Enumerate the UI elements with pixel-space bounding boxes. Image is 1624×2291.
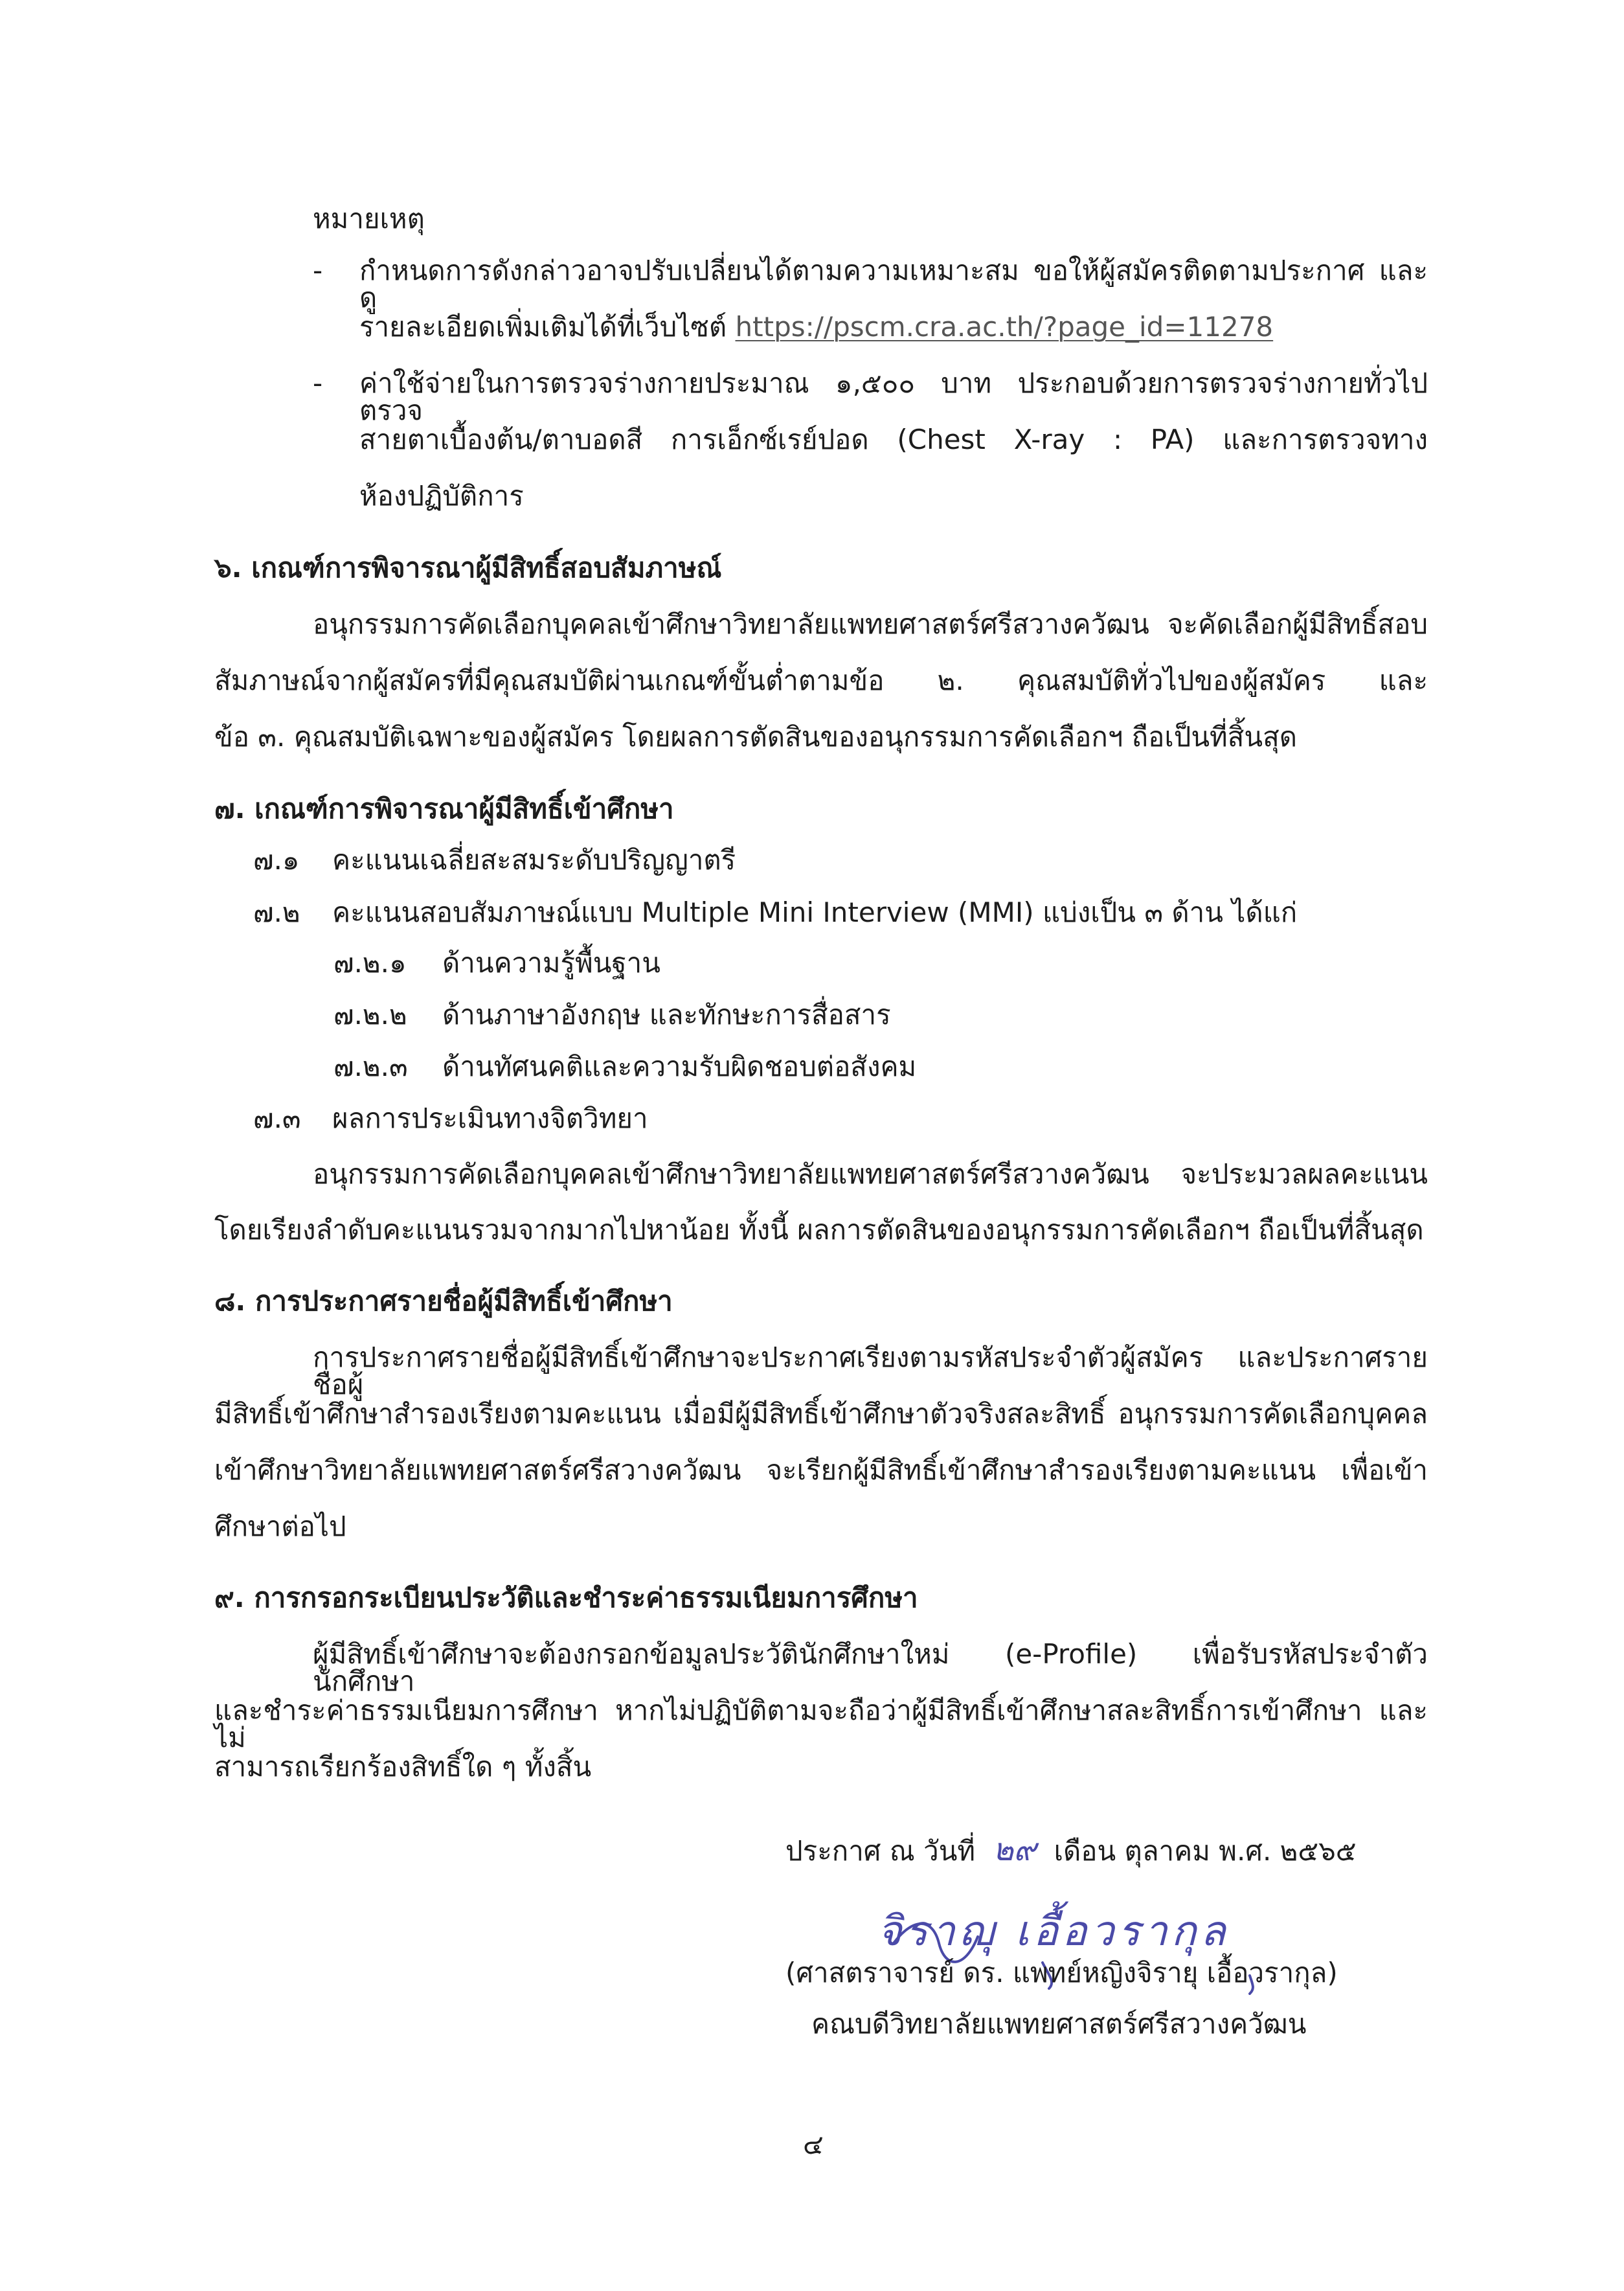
section7-subitem-text: ด้านทัศนคติและความรับผิดชอบต่อสังคม [442, 1051, 917, 1082]
section6-line2: สัมภาษณ์จากผู้สมัครที่มีคุณสมบัติผ่านเกณฑ์ขั้นต่ำตามข้อ ๒. คุณสมบัติทั่วไปของผู้สมัคร และ [214, 665, 1428, 696]
announce-prefix: ประกาศ ณ วันที่ [785, 1835, 976, 1867]
signature: จิราญุ เอื้อวรากุล [877, 1908, 1230, 1955]
section9-heading: ๙. การกรอกระเบียนประวัติและชำระค่าธรรมเนียมการศึกษา [214, 1582, 918, 1613]
section7-subitem-text: ด้านความรู้พื้นฐาน [442, 947, 660, 979]
section7-line1: อนุกรรมการคัดเลือกบุคคลเข้าศึกษาวิทยาลัยแพทยศาสตร์ศรีสวางควัฒน จะประมวลผลคะแนน [313, 1158, 1428, 1190]
handwritten-day: ๒๙ [993, 1832, 1037, 1868]
section9-line1: ผู้มีสิทธิ์เข้าศึกษาจะต้องกรอกข้อมูลประวัตินักศึกษาใหม่ (e-Profile) เพื่อรับรหัสประจำตัวนักศึกษา [313, 1638, 1428, 1697]
section7-heading: ๗. เกณฑ์การพิจารณาผู้มีสิทธิ์เข้าศึกษา [214, 793, 674, 825]
signer-title: คณบดีวิทยาลัยแพทยศาสตร์ศรีสวางควัฒน [811, 2008, 1307, 2040]
signer-name: (ศาสตราจารย์ ดร. แพทย์หญิงจิรายุ เอื้อวรากุล) [785, 1957, 1338, 1989]
section9-line3: สามารถเรียกร้องสิทธิ์ใด ๆ ทั้งสิ้น [214, 1751, 592, 1783]
note-heading: หมายเหตุ [313, 203, 425, 234]
section9-line2: และชำระค่าธรรมเนียมการศึกษา หากไม่ปฏิบัติตามจะถือว่าผู้มีสิทธิ์เข้าศึกษาสละสิทธิ์การเข้าศึกษา และไม่ [214, 1694, 1428, 1753]
section8-line4: ศึกษาต่อไป [214, 1510, 346, 1542]
section6-line3: ข้อ ๓. คุณสมบัติเฉพาะของผู้สมัคร โดยผลการตัดสินของอนุกรรมการคัดเลือกฯ ถือเป็นที่สิ้นสุด [214, 721, 1298, 753]
section6-line1: อนุกรรมการคัดเลือกบุคคลเข้าศึกษาวิทยาลัยแพทยศาสตร์ศรีสวางควัฒน จะคัดเลือกผู้มีสิทธิ์สอบ [313, 608, 1428, 640]
section7-subitem-number: ๗.๒.๒ [333, 999, 407, 1031]
section8-line3: เข้าศึกษาวิทยาลัยแพทยศาสตร์ศรีสวางควัฒน จะเรียกผู้มีสิทธิ์เข้าศึกษาสำรองเรียงตามคะแนน เพื่อเข้า [214, 1454, 1428, 1486]
note-item1-prefix: รายละเอียดเพิ่มเติมได้ที่เว็บไซต์ [359, 311, 727, 343]
website-link[interactable]: https://pscm.cra.ac.th/?page_id=11278 [735, 311, 1274, 343]
section7-item-text: คะแนนสอบสัมภาษณ์แบบ Multiple Mini Interview (MMI) แบ่งเป็น ๓ ด้าน ได้แก่ [332, 896, 1298, 928]
note-item1-line1: กำหนดการดังกล่าวอาจปรับเปลี่ยนได้ตามความเหมาะสม ขอให้ผู้สมัครติดตามประกาศ และดู [359, 255, 1428, 313]
announce-suffix: เดือน ตุลาคม พ.ศ. ๒๕๖๕ [1054, 1835, 1357, 1867]
note-item2-line3: ห้องปฏิบัติการ [359, 480, 524, 512]
section7-subitem-number: ๗.๒.๓ [333, 1051, 408, 1082]
section7-item-text: ผลการประเมินทางจิตวิทยา [332, 1102, 648, 1134]
section7-item-number: ๗.๑ [253, 844, 300, 876]
section8-line1: การประกาศรายชื่อผู้มีสิทธิ์เข้าศึกษาจะประกาศเรียงตามรหัสประจำตัวผู้สมัคร และประกาศรายชื่อผู้ [313, 1341, 1428, 1400]
section7-subitem-number: ๗.๒.๑ [333, 947, 407, 979]
section8-heading: ๘. การประกาศรายชื่อผู้มีสิทธิ์เข้าศึกษา [214, 1285, 673, 1317]
note-item1-line2 [359, 313, 1273, 341]
section6-heading: ๖. เกณฑ์การพิจารณาผู้มีสิทธิ์สอบสัมภาษณ์ [214, 552, 722, 584]
section7-item-text: คะแนนเฉลี่ยสะสมระดับปริญญาตรี [332, 844, 736, 876]
section7-line2: โดยเรียงลำดับคะแนนรวมจากมากไปหาน้อย ทั้งนี้ ผลการตัดสินของอนุกรรมการคัดเลือกฯ ถือเป็นที่สิ้นสุด [214, 1214, 1424, 1246]
section7-item-number: ๗.๒ [253, 896, 300, 928]
note-bullet-1: - [313, 255, 323, 286]
note-item2-line1: ค่าใช้จ่ายในการตรวจร่างกายประมาณ ๑,๕๐๐ บาท ประกอบด้วยการตรวจร่างกายทั่วไป ตรวจ [359, 367, 1428, 426]
page-number: ๔ [803, 2128, 824, 2160]
section8-line2: มีสิทธิ์เข้าศึกษาสำรองเรียงตามคะแนน เมื่อมีผู้มีสิทธิ์เข้าศึกษาตัวจริงสละสิทธิ์ อนุกรรมการคัดเลือกบุคคล [214, 1398, 1428, 1430]
section7-subitem-text: ด้านภาษาอังกฤษ และทักษะการสื่อสาร [442, 999, 891, 1031]
section7-item-number: ๗.๓ [253, 1102, 301, 1134]
announcement-date [785, 1832, 1357, 1868]
note-item2-line2: สายตาเบื้องต้น/ตาบอดสี การเอ็กซ์เรย์ปอด (Chest X-ray : PA) และการตรวจทาง [359, 424, 1428, 455]
note-bullet-2: - [313, 367, 323, 399]
